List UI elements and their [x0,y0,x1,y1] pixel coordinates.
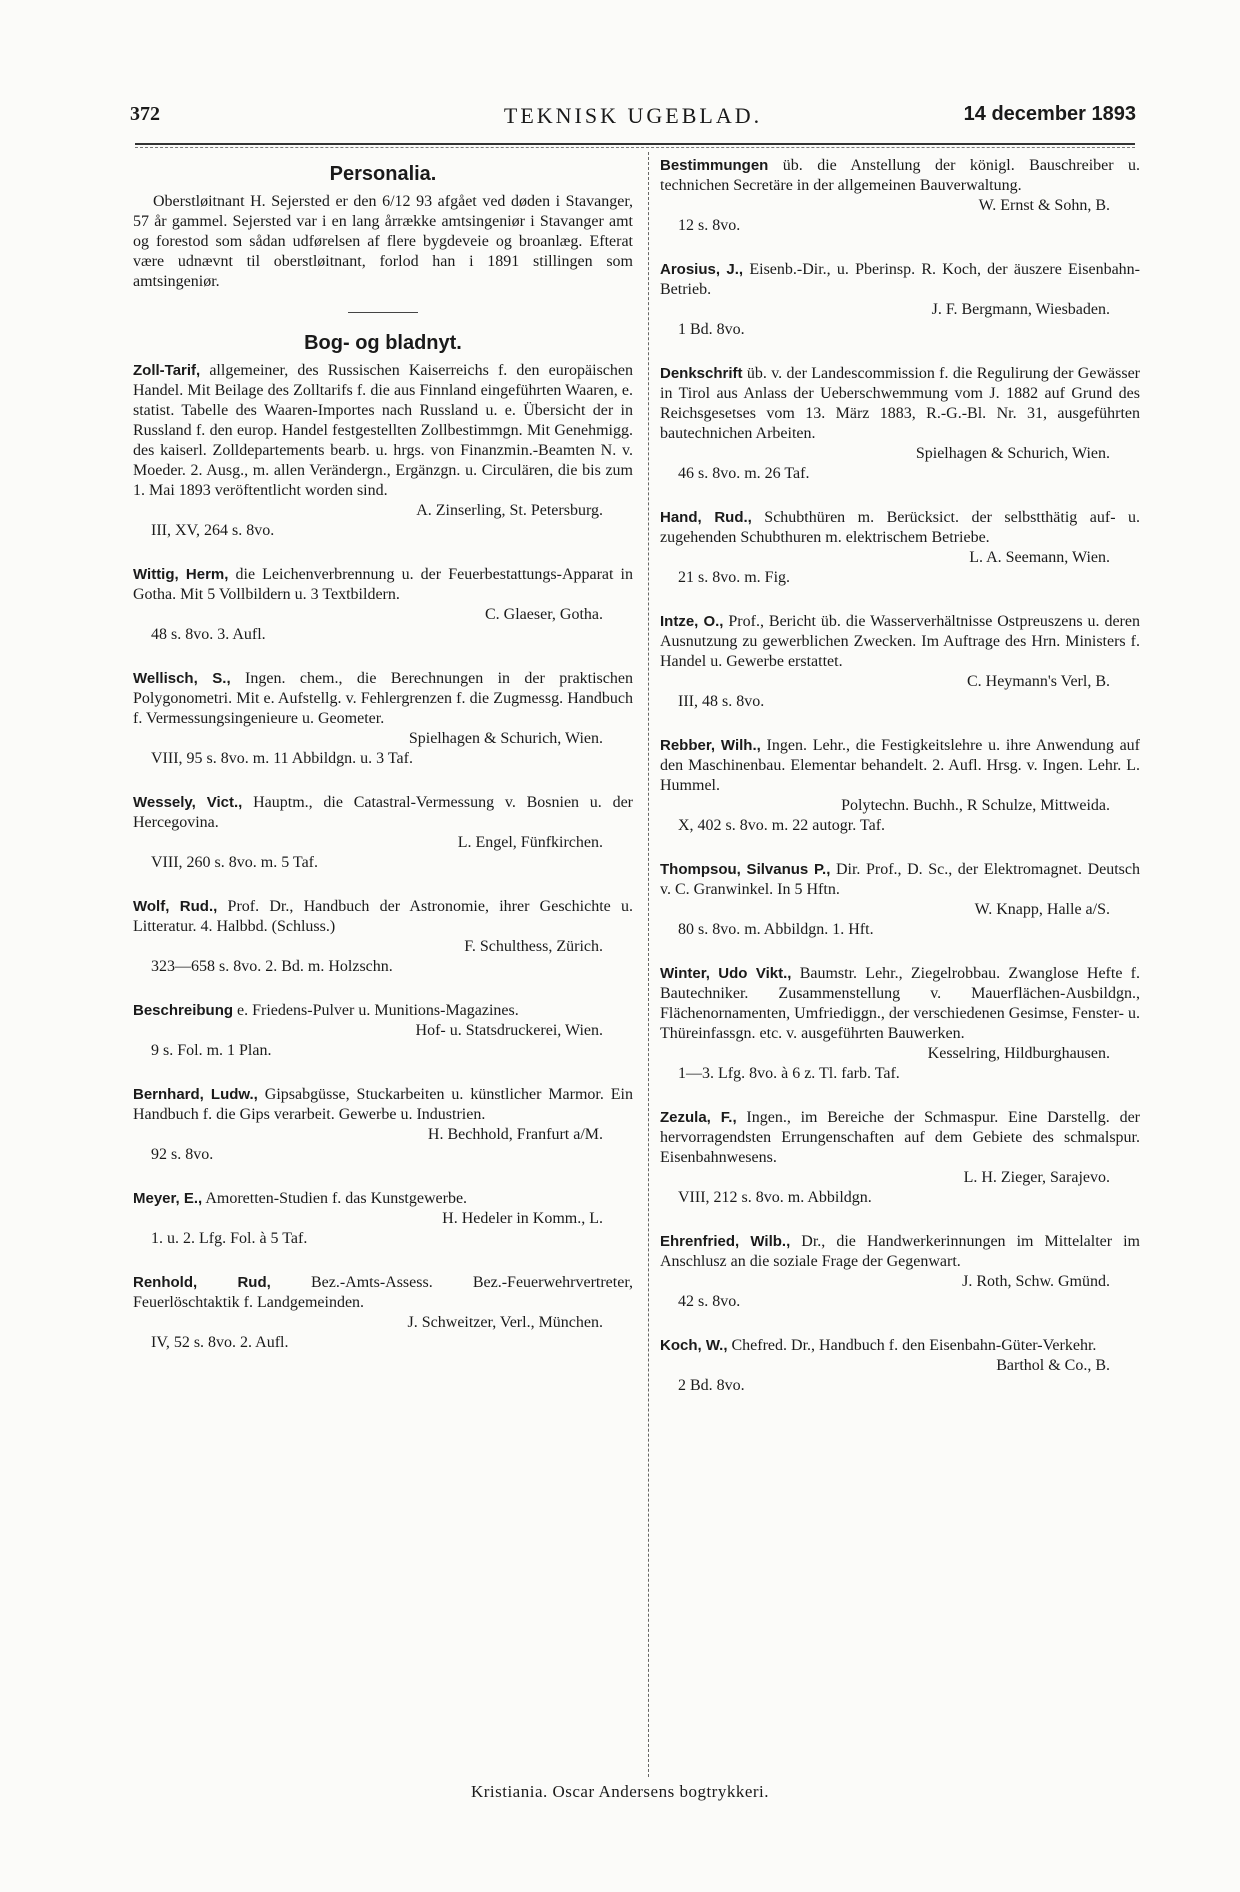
entry-description [660,508,1140,548]
header-rule [135,143,1135,145]
entry-publisher: Polytechn. Buchh., R Schulze, Mittweida. [841,797,1110,814]
bibliography-entry [133,897,633,977]
entry-author: Beschreibung [133,1002,234,1019]
entry-author: Bestimmungen [660,157,769,174]
entry-author: Wessely, Vict., [133,794,243,811]
journal-title: TEKNISK UGEBLAD. [503,103,763,128]
entry-description [660,860,1140,900]
entry-format: 48 s. 8vo. 3. Aufl. [151,626,266,643]
entry-format: 21 s. 8vo. m. Fig. [678,569,791,586]
printer-imprint: Kristiania. Oscar Andersens bogtrykkeri. [470,1782,770,1801]
bibliography-entry [660,964,1140,1084]
entry-description [660,964,1140,1044]
entry-text: e. Friedens-Pulver u. Munitions-Magazines. [233,1002,519,1019]
entry-author: Rebber, Wilh., [660,737,761,754]
entry-description [133,669,633,729]
left-entry-list [133,361,633,1353]
entry-author: Zezula, F., [660,1109,737,1126]
entry-author: Thompsou, Silvanus P., [660,861,831,878]
entry-text: Hauptm., die Catastral-Vermessung v. Bosnien u. der Hercegovina. [133,794,633,831]
entry-text: Eisenb.-Dir., u. Pberinsp. R. Koch, der äuszere Eisenbahn-Betrieb. [660,261,1141,298]
entry-author: Renhold, Rud, [133,1274,271,1291]
entry-publisher: F. Schulthess, Zürich. [464,938,603,955]
personalia-title: Personalia. [329,163,437,185]
bibliography-entry [660,508,1140,588]
left-column [133,156,633,1377]
entry-publisher: W. Knapp, Halle a/S. [974,901,1110,918]
entry-format: IV, 52 s. 8vo. 2. Aufl. [151,1334,289,1351]
entry-author: Zoll-Tarif, [133,362,201,379]
entry-text: die Leichenverbrennung u. der Feuerbestattungs-Apparat in Gotha. Mit 5 Vollbildern u. 3 Textbildern. [133,566,633,603]
entry-text: Dr., die Handwerkerinnungen im Mittelalter im Anschlusz an die soziale Frage der Gegenwart. [660,1233,1140,1270]
page-header [130,103,1136,139]
entry-description [660,156,1140,196]
entry-publisher: A. Zinserling, St. Petersburg. [416,502,603,519]
entry-author: Intze, O., [660,613,724,630]
entry-description [660,1108,1140,1168]
entry-description [660,364,1140,444]
entry-format: III, 48 s. 8vo. [678,693,765,710]
entry-publisher: H. Bechhold, Franfurt a/M. [427,1126,603,1143]
entry-format: 1 Bd. 8vo. [678,321,745,338]
bibliography-entry [133,1273,633,1353]
entry-format: VIII, 212 s. 8vo. m. Abbildgn. [678,1189,872,1206]
entry-description [133,1001,633,1021]
entry-publisher: J. Schweitzer, Verl., München. [407,1314,603,1331]
entry-description [133,793,633,833]
entry-format: X, 402 s. 8vo. m. 22 autogr. Taf. [678,817,886,834]
entry-description [133,1085,633,1125]
entry-description [660,612,1140,672]
bibliography-entry [660,860,1140,940]
entry-description [133,897,633,937]
entry-description [660,1232,1140,1272]
bibliography-entry [133,361,633,541]
bibliography-entry [133,1001,633,1061]
entry-publisher: H. Hedeler in Komm., L. [442,1210,603,1227]
entry-format: 92 s. 8vo. [151,1146,214,1163]
entry-text: Chefred. Dr., Handbuch f. den Eisenbahn-Güter-Verkehr. [727,1337,1097,1354]
entry-description [133,361,633,501]
entry-publisher: C. Glaeser, Gotha. [485,606,603,623]
bibliography-entry [660,260,1140,340]
bibliography-entry [660,156,1140,236]
issue-date: 14 december 1893 [963,103,1136,125]
entry-format: VIII, 260 s. 8vo. m. 5 Taf. [151,854,319,871]
entry-format: VIII, 95 s. 8vo. m. 11 Abbildgn. u. 3 Taf. [151,750,413,767]
entry-description [133,565,633,605]
bibliography-entry [133,565,633,645]
entry-description [660,736,1140,796]
entry-author: Winter, Udo Vikt., [660,965,792,982]
entry-text: Ingen., im Bereiche der Schmaspur. Eine Darstellg. der hervorragendsten Errungenschaften auf dem Gebiete des schmalspur. Eisenbahnwesens. [660,1109,1140,1166]
entry-publisher: L. H. Zieger, Sarajevo. [963,1169,1110,1186]
entry-text: Amoretten-Studien f. das Kunstgewerbe. [202,1190,468,1207]
entry-text: üb. v. der Landescommission f. die Regulirung der Gewässer in Tirol aus Anlass der Ueberschwemmung vom J. 1882 auf Grund des Reichsgesetses vom 13. März 1883, R.-G.-Bl. Nr. 31, ausgeführten bautechnichen Arbeiten. [660,365,1140,442]
entry-text: Prof., Bericht üb. die Wasserverhältnisse Ostpreuszens u. deren Ausnutzung zu gewerblichen Zwecken. Im Auftrage des Hrn. Ministers f. Handel u. Gewerbe erstattet. [660,613,1140,670]
bibliography-entry [133,669,633,769]
section-divider [348,312,418,313]
entry-author: Ehrenfried, Wilb., [660,1233,791,1250]
entry-author: Koch, W., [660,1337,728,1354]
bibliography-entry [133,1085,633,1165]
entry-format: 2 Bd. 8vo. [678,1377,745,1394]
bibliography-entry [660,364,1140,484]
entry-author: Hand, Rud., [660,509,752,526]
entry-publisher: Barthol & Co., B. [996,1357,1110,1374]
entry-format: 1. u. 2. Lfg. Fol. à 5 Taf. [151,1230,308,1247]
entry-text: Prof. Dr., Handbuch der Astronomie, ihrer Geschichte u. Litteratur. 4. Halbbd. (Schluss.) [133,898,633,935]
entry-format: 46 s. 8vo. m. 26 Taf. [678,465,810,482]
entry-publisher: J. Roth, Schw. Gmünd. [962,1273,1110,1290]
entry-publisher: Kesselring, Hildburghausen. [927,1045,1110,1062]
entry-publisher: L. Engel, Fünfkirchen. [457,834,603,851]
entry-text: Bez.-Amts-Assess. Bez.-Feuerwehrvertreter, Feuerlöschtaktik f. Landgemeinden. [133,1274,633,1311]
entry-author: Wittig, Herm, [133,566,229,583]
entry-author: Denkschrift [660,365,743,382]
right-column [660,156,1140,1420]
entry-publisher: J. F. Bergmann, Wiesbaden. [931,301,1110,318]
entry-description [133,1189,633,1209]
entry-publisher: Spielhagen & Schurich, Wien. [408,730,603,747]
column-divider [648,152,649,1777]
entry-format: III, XV, 264 s. 8vo. [151,522,275,539]
entry-text: Gipsabgüsse, Stuckarbeiten u. künstlicher Marmor. Ein Handbuch f. die Gips verarbeit. Gewerbe u. Industrien. [133,1086,633,1123]
right-entry-list [660,156,1140,1396]
entry-author: Wolf, Rud., [133,898,218,915]
entry-text: Schubthüren m. Berücksict. der selbstthätig auf- u. zugehenden Schubthuren m. elektrischem Betriebe. [660,509,1141,546]
entry-format: 1—3. Lfg. 8vo. à 6 z. Tl. farb. Taf. [678,1065,900,1082]
page-number: 372 [130,103,160,125]
entry-format: 80 s. 8vo. m. Abbildgn. 1. Hft. [678,921,874,938]
entry-publisher: L. A. Seemann, Wien. [969,549,1110,566]
bibliography-entry [660,612,1140,712]
bibliography-entry [133,1189,633,1249]
entry-description [660,260,1140,300]
entry-text: Ingen. Lehr., die Festigkeitslehre u. ihre Anwendung auf den Maschinenbau. Elementar behandelt. 2. Aufl. Hrsg. v. Ingen. Lehr. L. Hummel. [660,737,1140,794]
bibliography-entry [660,1108,1140,1208]
entry-publisher: W. Ernst & Sohn, B. [978,197,1110,214]
entry-text: Baumstr. Lehr., Ziegelrobbau. Zwanglose Hefte f. Bautechniker. Zusammenstellung v. Mauerflächen-Ausbildgn., Flächenornamenten, Umfriediggn., der verschiedenen Gesimse, Fenster- u. Thüreinfassgn. etc. v. ausgeführten Bauwerken. [660,965,1141,1042]
entry-text: Dir. Prof., D. Sc., der Elektromagnet. Deutsch v. C. Granwinkel. In 5 Hftn. [660,861,1140,898]
bog-og-bladnyt-title: Bog- og bladnyt. [304,332,462,354]
entry-description [660,1336,1140,1356]
entry-format: 42 s. 8vo. [678,1293,741,1310]
header-rule-secondary [135,147,1135,148]
entry-author: Meyer, E., [133,1190,203,1207]
bibliography-entry [660,1232,1140,1312]
entry-text: Ingen. chem., die Berechnungen in der praktischen Polygonometri. Mit e. Aufstellg. v. Fehlergrenzen f. die Zugmessg. Handbuch f. Vermessungsingenieure u. Geometer. [133,670,633,727]
entry-author: Bernhard, Ludw., [133,1086,258,1103]
entry-text: üb. die Anstellung der königl. Bauschreiber u. technichen Secretäre in der allgemeinen Bauverwaltung. [660,157,1140,194]
entry-publisher: C. Heymann's Verl, B. [966,673,1110,690]
bibliography-entry [660,1336,1140,1396]
entry-publisher: Hof- u. Statsdruckerei, Wien. [415,1022,603,1039]
entry-format: 12 s. 8vo. [678,217,741,234]
entry-description [133,1273,633,1313]
entry-publisher: Spielhagen & Schurich, Wien. [915,445,1110,462]
entry-text: allgemeiner, des Russischen Kaiserreichs f. den europäischen Handel. Mit Beilage des Zolltarifs f. die aus Finnland eingeführten Waaren, e. statist. Tabelle des Waaren-Importes nach Russland u. e. Übersicht der in Russland f. den europ. Handel festgestellten Zollbestimmgn. Mit Genehmigg. des kaiserl. Zolldepartements bearb. u. hrgs. von Finanzmin.-Beamten N. v. Moeder. 2. Ausg., m. allen Verändergn., Ergänzgn. u. Circulären, die bis zum 1. Mai 1893 veröftentlicht worden sind. [133,362,633,499]
entry-author: Arosius, J., [660,261,744,278]
entry-format: 9 s. Fol. m. 1 Plan. [151,1042,272,1059]
entry-author: Wellisch, S., [133,670,231,687]
entry-format: 323—658 s. 8vo. 2. Bd. m. Holzschn. [151,958,393,975]
personalia-text: Oberstløitnant H. Sejersted er den 6/12 93 afgået ved døden i Stavanger, 57 år gammel. Sejersted var i en lang årrække amtsingeniør i Stavanger amt og forestod som sådan udførelsen af flere bygdeveie og broanlæg. Efterat være udnævnt til oberstløitnant, forlod han i 1891 stillingen som amtsingeniør. [133,193,633,290]
bibliography-entry [133,793,633,873]
bibliography-entry [660,736,1140,836]
